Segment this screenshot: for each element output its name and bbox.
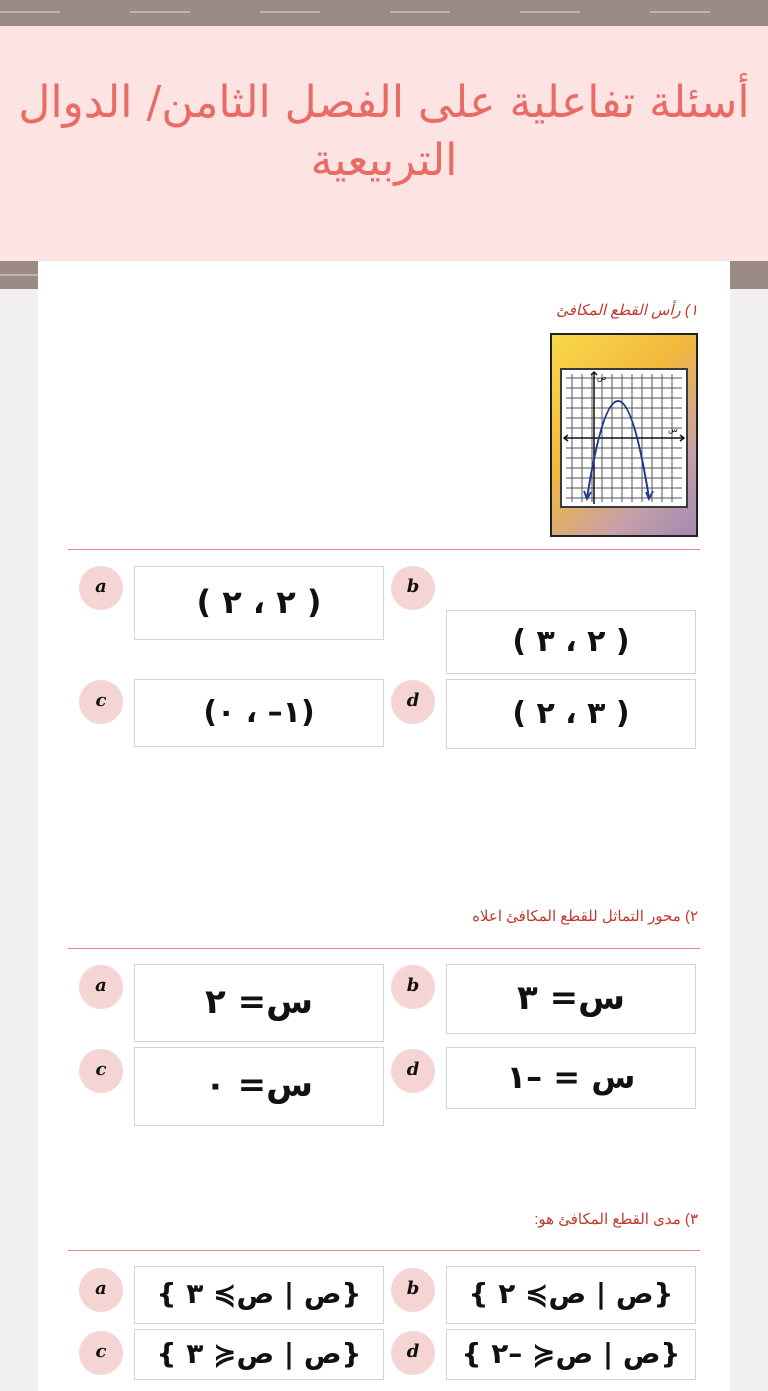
x-axis-label: س (668, 425, 678, 434)
question-2-option-a[interactable]: س= ٢ (134, 964, 384, 1042)
option-badge-b: b (391, 1268, 435, 1312)
option-badge-a: a (79, 566, 123, 610)
option-badge-b: b (391, 965, 435, 1009)
parabola-svg (562, 370, 686, 506)
question-1-option-a[interactable]: ( ٢ ، ٢ ) (134, 566, 384, 640)
option-badge-c: c (79, 680, 123, 724)
question-1-option-d[interactable]: ( ٣ ، ٢ ) (446, 679, 696, 749)
option-badge-d: d (391, 680, 435, 724)
top-decorative-band (0, 0, 768, 26)
header-banner (0, 26, 768, 261)
question-2-divider (68, 948, 700, 949)
question-3-option-b[interactable]: {ص | ص≽ ٢ } (446, 1266, 696, 1324)
question-3-option-c[interactable]: {ص | ص≼ ٣ } (134, 1329, 384, 1380)
option-badge-c: c (79, 1331, 123, 1375)
option-badge-b: b (391, 566, 435, 610)
band-pattern (0, 11, 768, 13)
question-1-option-c[interactable]: (١– ، ٠) (134, 679, 384, 747)
question-3-option-d[interactable]: {ص | ص≼ –٢ } (446, 1329, 696, 1380)
y-axis-label: ص (597, 373, 607, 382)
question-2-option-c[interactable]: س= ٠ (134, 1047, 384, 1126)
question-1-title: ١) رأس القطع المكافئ (556, 302, 698, 319)
page-title: أسئلة تفاعلية على الفصل الثامن/ الدوال التربيعية (18, 77, 750, 186)
parabola-graph (560, 368, 688, 508)
question-1-image (550, 333, 698, 537)
option-badge-a: a (79, 965, 123, 1009)
option-badge-c: c (79, 1049, 123, 1093)
option-badge-a: a (79, 1268, 123, 1312)
question-3-divider (68, 1250, 700, 1251)
question-2-option-b[interactable]: س= ٣ (446, 964, 696, 1034)
question-1-divider (68, 549, 700, 550)
option-badge-d: d (391, 1331, 435, 1375)
question-2-option-d[interactable]: س = –١ (446, 1047, 696, 1109)
question-3-option-a[interactable]: {ص | ص≽ ٣ } (134, 1266, 384, 1324)
question-2-title: ٢) محور التماثل للقطع المكافئ اعلاه (472, 908, 698, 925)
question-1-option-b[interactable]: ( ٢ ، ٣ ) (446, 610, 696, 674)
question-3-title: ٣) مدى القطع المكافئ هو: (534, 1211, 698, 1228)
option-badge-d: d (391, 1049, 435, 1093)
